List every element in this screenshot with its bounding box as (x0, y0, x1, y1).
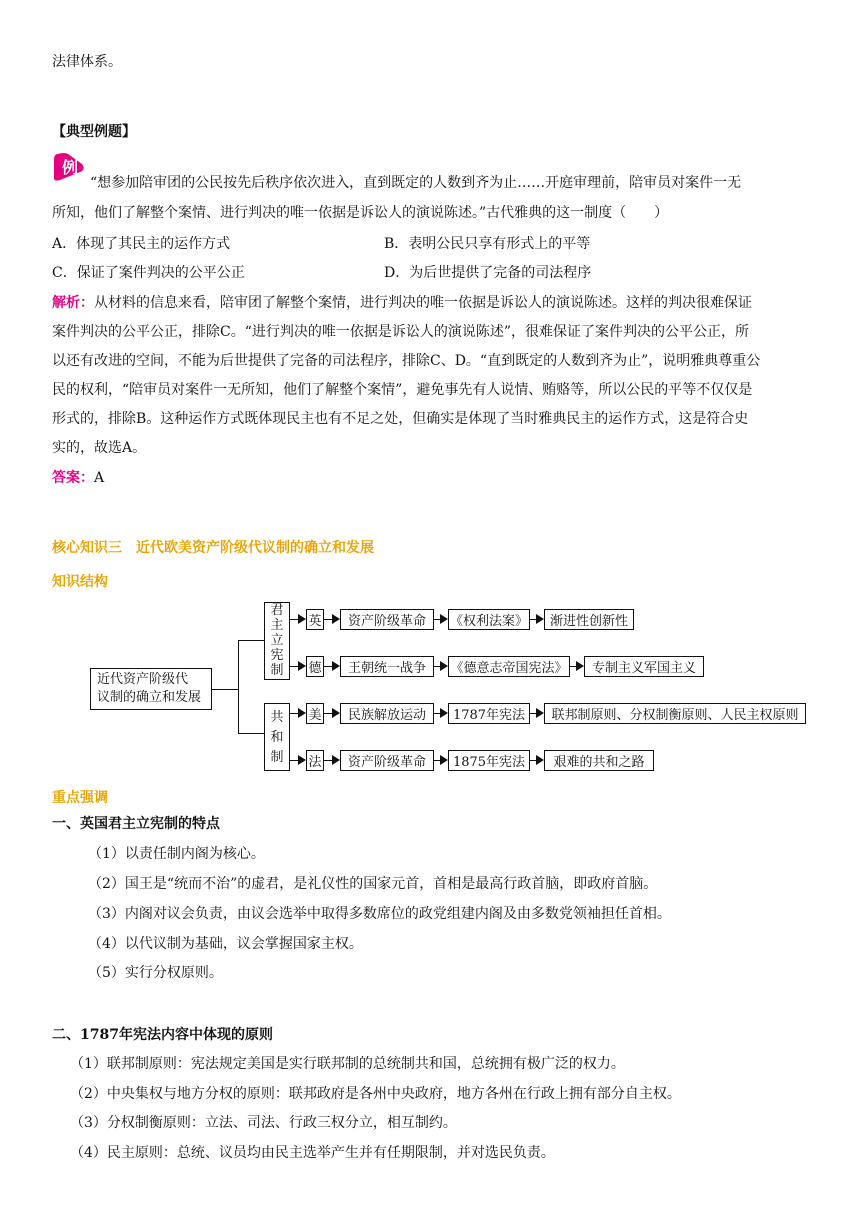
row2-doc: 《德意志帝国宪法》 (448, 656, 570, 677)
section2-item: （3）分权制衡原则：立法、司法、行政三权分立，相互制约。 (70, 1115, 457, 1131)
analysis-label: 解析： (52, 295, 94, 311)
row2-result: 专制主义军国主义 (584, 656, 704, 677)
section2-title: 二、1787年宪法内容中体现的原则 (52, 1027, 273, 1043)
analysis-line-2: 案件判决的公平公正，排除C。“进行判决的唯一依据是诉讼人的演说陈述”，很难保证了案件判决的公平公正，所 (52, 324, 750, 340)
row4-country: 法 (306, 750, 324, 771)
group1-char: 君 (270, 603, 284, 618)
section-example-heading: 【典型例题】 (52, 124, 136, 140)
question-line-2: 所知，他们了解整个案情、进行判决的唯一依据是诉讼人的演说陈述。”古代雅典的这一制度（ ） (52, 205, 669, 221)
section1-title: 一、英国君主立宪制的特点 (52, 816, 220, 832)
row2-event: 王朝统一战争 (340, 656, 434, 677)
core-knowledge-title: 核心知识三 近代欧美资产阶级代议制的确立和发展 (52, 540, 374, 556)
emphasis-title: 重点强调 (52, 790, 108, 806)
analysis-line-5: 形式的，排除B。这种运作方式既体现民主也有不足之处，但确实是体现了当时雅典民主的运作方式，这是符合史 (52, 411, 749, 427)
row4-event: 资产阶级革命 (340, 750, 434, 771)
option-a: A．体现了其民主的运作方式 (52, 236, 231, 252)
analysis-block (52, 289, 814, 463)
analysis-line-1: 从材料的信息来看，陪审团了解整个案情，进行判决的唯一依据是诉讼人的演说陈述。这样的判决很难保证 (94, 295, 752, 311)
analysis-line-4: 民的权利，“陪审员对案件一无所知，他们了解整个案情”，避免事先有人说情、贿赂等，所以公民的平等不仅仅是 (52, 382, 753, 398)
group1-char: 立 (270, 633, 284, 648)
diagram-group-republic (264, 703, 290, 771)
example-badge-text: 例 (62, 158, 79, 177)
group1-char: 宪 (270, 648, 284, 663)
group2-char: 制 (270, 750, 284, 765)
row1-country: 英 (306, 609, 324, 630)
diagram-group-monarchy (264, 602, 290, 680)
group2-char: 共 (270, 710, 284, 725)
group2-char: 和 (270, 730, 284, 745)
option-b: B．表明公民只享有形式上的平等 (384, 236, 591, 252)
section1-item: （2）国王是“统而不治”的虚君，是礼仪性的国家元首，首相是最高行政首脑，即政府首脑。 (88, 876, 658, 892)
section1-item: （1）以责任制内阁为核心。 (88, 846, 265, 862)
option-c: C．保证了案件判决的公平公正 (52, 265, 245, 281)
answer-line (52, 468, 104, 488)
row1-result: 渐进性创新性 (544, 609, 634, 630)
diagram-root-line-2: 议制的确立和发展 (97, 690, 202, 705)
answer-value: A (94, 470, 105, 486)
continued-text: 法律体系。 (52, 54, 122, 70)
row3-doc: 1787年宪法 (448, 703, 530, 724)
row4-doc: 1875年宪法 (448, 750, 530, 771)
group1-char: 制 (270, 663, 284, 678)
diagram-root-line-1: 近代资产阶级代 (97, 672, 189, 687)
diagram-root (90, 668, 212, 710)
section1-item: （4）以代议制为基础，议会掌握国家主权。 (88, 936, 363, 952)
row4-result: 艰难的共和之路 (544, 750, 654, 771)
group1-char: 主 (270, 618, 284, 633)
row2-country: 德 (306, 656, 324, 677)
section2-item: （2）中央集权与地方分权的原则：联邦政府是各州中央政府，地方各州在行政上拥有部分自主权。 (70, 1086, 681, 1102)
question-line-1: “想参加陪审团的公民按先后秩序依次进入，直到既定的人数到齐为止……开庭审理前，陪审员对案件一无 (90, 175, 742, 191)
section2-item: （4）民主原则：总统、议员均由民主选举产生并有任期限制，并对选民负责。 (70, 1145, 555, 1161)
analysis-line-3: 以还有改进的空间，不能为后世提供了完备的司法程序，排除C、D。“直到既定的人数到齐为止”，说明雅典尊重公 (52, 353, 761, 369)
section1-item: （3）内阁对议会负责，由议会选举中取得多数席位的政党组建内阁及由多数党领袖担任首相。 (88, 906, 671, 922)
row3-event: 民族解放运动 (340, 703, 434, 724)
row3-country: 美 (306, 703, 324, 724)
row1-doc: 《权利法案》 (448, 609, 530, 630)
analysis-line-6: 实的，故选A。 (52, 440, 147, 456)
row1-event: 资产阶级革命 (340, 609, 434, 630)
section2-item: （1）联邦制原则：宪法规定美国是实行联邦制的总统制共和国，总统拥有极广泛的权力。 (70, 1056, 625, 1072)
section1-item: （5）实行分权原则。 (88, 965, 223, 981)
structure-title: 知识结构 (52, 574, 108, 590)
answer-label: 答案： (52, 470, 94, 486)
row3-result: 联邦制原则、分权制衡原则、人民主权原则 (544, 703, 806, 724)
option-d: D．为后世提供了完备的司法程序 (384, 265, 592, 281)
